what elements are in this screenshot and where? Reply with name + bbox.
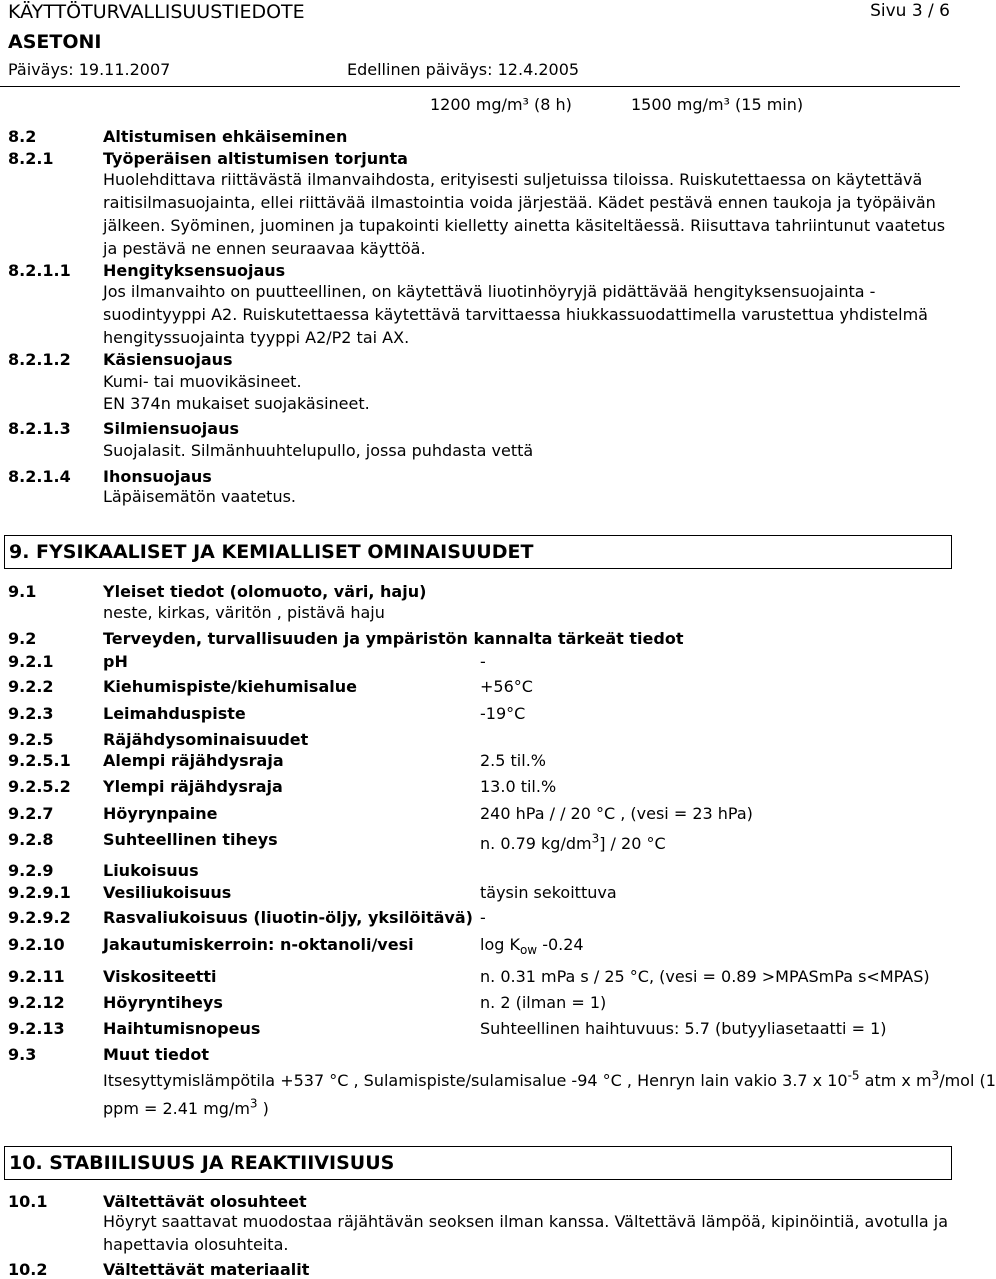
property-value: n. 0.31 mPa s / 25 °C, (vesi = 0.89 >MPASmPa s<MPAS): [480, 967, 930, 986]
property-value: -19°C: [480, 704, 526, 723]
property-value: 13.0 til.%: [480, 777, 557, 796]
section-number: 8.2: [8, 127, 37, 146]
property-label: Räjähdysominaisuudet: [103, 730, 309, 749]
property-label: Leimahduspiste: [103, 704, 246, 723]
property-label: Kiehumispiste/kiehumisalue: [103, 677, 357, 696]
paragraph: Höyryt saattavat muodostaa räjähtävän seoksen ilman kanssa. Vältettävä lämpöä, kipinöintiä, avotulla ja hapettavia olosuhteita.: [103, 1212, 949, 1254]
property-number: 9.3: [8, 1045, 37, 1064]
property-number: 9.2.11: [8, 967, 65, 986]
property-value: täysin sekoittuva: [480, 883, 617, 902]
paragraph: Kumi- tai muovikäsineet.: [103, 372, 302, 391]
property-value: -: [480, 652, 486, 671]
section-title: Terveyden, turvallisuuden ja ympäristön kannalta tärkeät tiedot: [103, 629, 684, 648]
property-label: Muut tiedot: [103, 1045, 209, 1064]
other-info-line2: ppm = 2.41 $mg/m^3$ ): [103, 1096, 269, 1118]
property-label: Alempi räjähdysraja: [103, 751, 284, 770]
section-title: Vältettävät olosuhteet: [103, 1192, 307, 1211]
section-title: Ihonsuojaus: [103, 467, 212, 486]
property-number: 9.2.3: [8, 704, 54, 723]
property-number: 9.2.5.1: [8, 751, 71, 770]
paragraph: Huolehdittava riittävästä ilmanvaihdosta, erityisesti suljetuissa tiloissa. Ruiskutettaessa on käytettävä raitisilmasuojainta, ellei riittävää ilmastointia voida järjestää. Kädet pestävä ennen taukoja ja työpäivän jälkeen. Syöminen, juominen ja tupakointi kielletty ainetta käsiteltäessä. Riisuttava tahriintunut vaatetus ja pestävä ne ennen seuraavaa käyttöä.: [103, 170, 946, 258]
property-number: 9.2.9.1: [8, 883, 71, 902]
property-value: n. 2 (ilman = 1): [480, 993, 607, 1012]
property-label: Haihtumisnopeus: [103, 1019, 261, 1038]
property-label: Rasvaliukoisuus (liuotin-öljy, yksilöitävä): [103, 908, 473, 927]
property-number: 9.2.8: [8, 830, 54, 849]
section-number: 8.2.1.2: [8, 350, 71, 369]
section-heading-9: [4, 535, 952, 569]
property-value: -: [480, 908, 486, 927]
property-number: 9.2.7: [8, 804, 54, 823]
property-number: 9.2.10: [8, 935, 65, 954]
section-number: 8.2.1: [8, 149, 54, 168]
property-label: Vesiliukoisuus: [103, 883, 232, 902]
section-number: 9.1: [8, 582, 37, 601]
section-title: Työperäisen altistumisen torjunta: [103, 149, 408, 168]
property-number: 9.2.13: [8, 1019, 65, 1038]
section-title: Yleiset tiedot (olomuoto, väri, haju): [103, 582, 427, 601]
property-number: 9.2.5.2: [8, 777, 71, 796]
section-number: 8.2.1.3: [8, 419, 71, 438]
partition-coefficient-value: $\log K_{ow}$ -0.24: [480, 935, 584, 958]
section-number: 10.1: [8, 1192, 48, 1211]
paragraph: EN 374n mukaiset suojakäsineet.: [103, 394, 370, 413]
section-number: 8.2.1.1: [8, 261, 71, 280]
property-value: Suhteellinen haihtuvuus: 5.7 (butyyliasetaatti = 1): [480, 1019, 887, 1038]
property-label: Ylempi räjähdysraja: [103, 777, 283, 796]
property-value: 240 hPa / / 20 °C , (vesi = 23 hPa): [480, 804, 753, 823]
property-label: Höyryntiheys: [103, 993, 223, 1012]
property-number: 9.2.2: [8, 677, 54, 696]
property-number: 9.2.1: [8, 652, 54, 671]
other-info-line1: Itsesyttymislämpötila +537 °C , Sulamispiste/sulamisalue -94 °C , Henryn lain vakio 3.7 x $10^{-5}$ atm x $m^3$/mol (1: [103, 1068, 996, 1090]
page-number: Sivu 3 / 6: [870, 1, 950, 21]
property-label: Jakautumiskerroin: n-oktanoli/vesi: [103, 935, 414, 954]
density-value: n. 0.79 $kg/dm^3] / 20$ °C: [480, 831, 666, 853]
paragraph: Jos ilmanvaihto on puutteellinen, on käytettävä liuotinhöyryjä pidättävää hengityksensuojainta - suodintyyppi A2. Ruiskutettaessa käytettävä tarvittaessa hiukkassuodattimella varustettua yhdistelmä hengityssuojainta tyyppi A2/P2 tai AX.: [103, 282, 928, 347]
property-label: Liukoisuus: [103, 861, 199, 880]
property-label: Suhteellinen tiheys: [103, 830, 278, 849]
limit-8h: 1200 mg/m³ (8 h): [430, 95, 572, 114]
property-number: 9.2.12: [8, 993, 65, 1012]
section-number: 8.2.1.4: [8, 467, 71, 486]
property-value: 2.5 til.%: [480, 751, 546, 770]
limit-15min: 1500 mg/m³ (15 min): [631, 95, 804, 114]
property-value: neste, kirkas, väritön , pistävä haju: [103, 603, 385, 622]
section-title: Hengityksensuojaus: [103, 261, 286, 280]
section-heading-10: [4, 1146, 952, 1180]
property-value: +56°C: [480, 677, 533, 696]
property-number: 9.2.9: [8, 861, 54, 880]
section-heading-text: 9. FYSIKAALISET JA KEMIALLISET OMINAISUUDET: [9, 541, 534, 563]
section-title: Silmiensuojaus: [103, 419, 239, 438]
document-title: KÄYTTÖTURVALLISUUSTIEDOTE: [8, 1, 305, 23]
paragraph: Läpäisemätön vaatetus.: [103, 487, 297, 506]
header-rule: [0, 86, 960, 87]
section-heading-text: 10. STABIILISUUS JA REAKTIIVISUUS: [9, 1152, 395, 1174]
property-label: Viskositeetti: [103, 967, 217, 986]
section-number: 9.2: [8, 629, 37, 648]
property-number: 9.2.9.2: [8, 908, 71, 927]
property-label: pH: [103, 652, 128, 671]
section-title: Altistumisen ehkäiseminen: [103, 127, 348, 146]
previous-date: Edellinen päiväys: 12.4.2005: [347, 60, 580, 79]
section-title: Vältettävät materiaalit: [103, 1260, 310, 1279]
issue-date: Päiväys: 19.11.2007: [8, 60, 171, 79]
section-number: 10.2: [8, 1260, 48, 1279]
section-title: Käsiensuojaus: [103, 350, 233, 369]
property-label: Höyrynpaine: [103, 804, 218, 823]
property-number: 9.2.5: [8, 730, 54, 749]
paragraph: Suojalasit. Silmänhuuhtelupullo, jossa puhdasta vettä: [103, 441, 534, 460]
product-name: ASETONI: [8, 31, 102, 53]
